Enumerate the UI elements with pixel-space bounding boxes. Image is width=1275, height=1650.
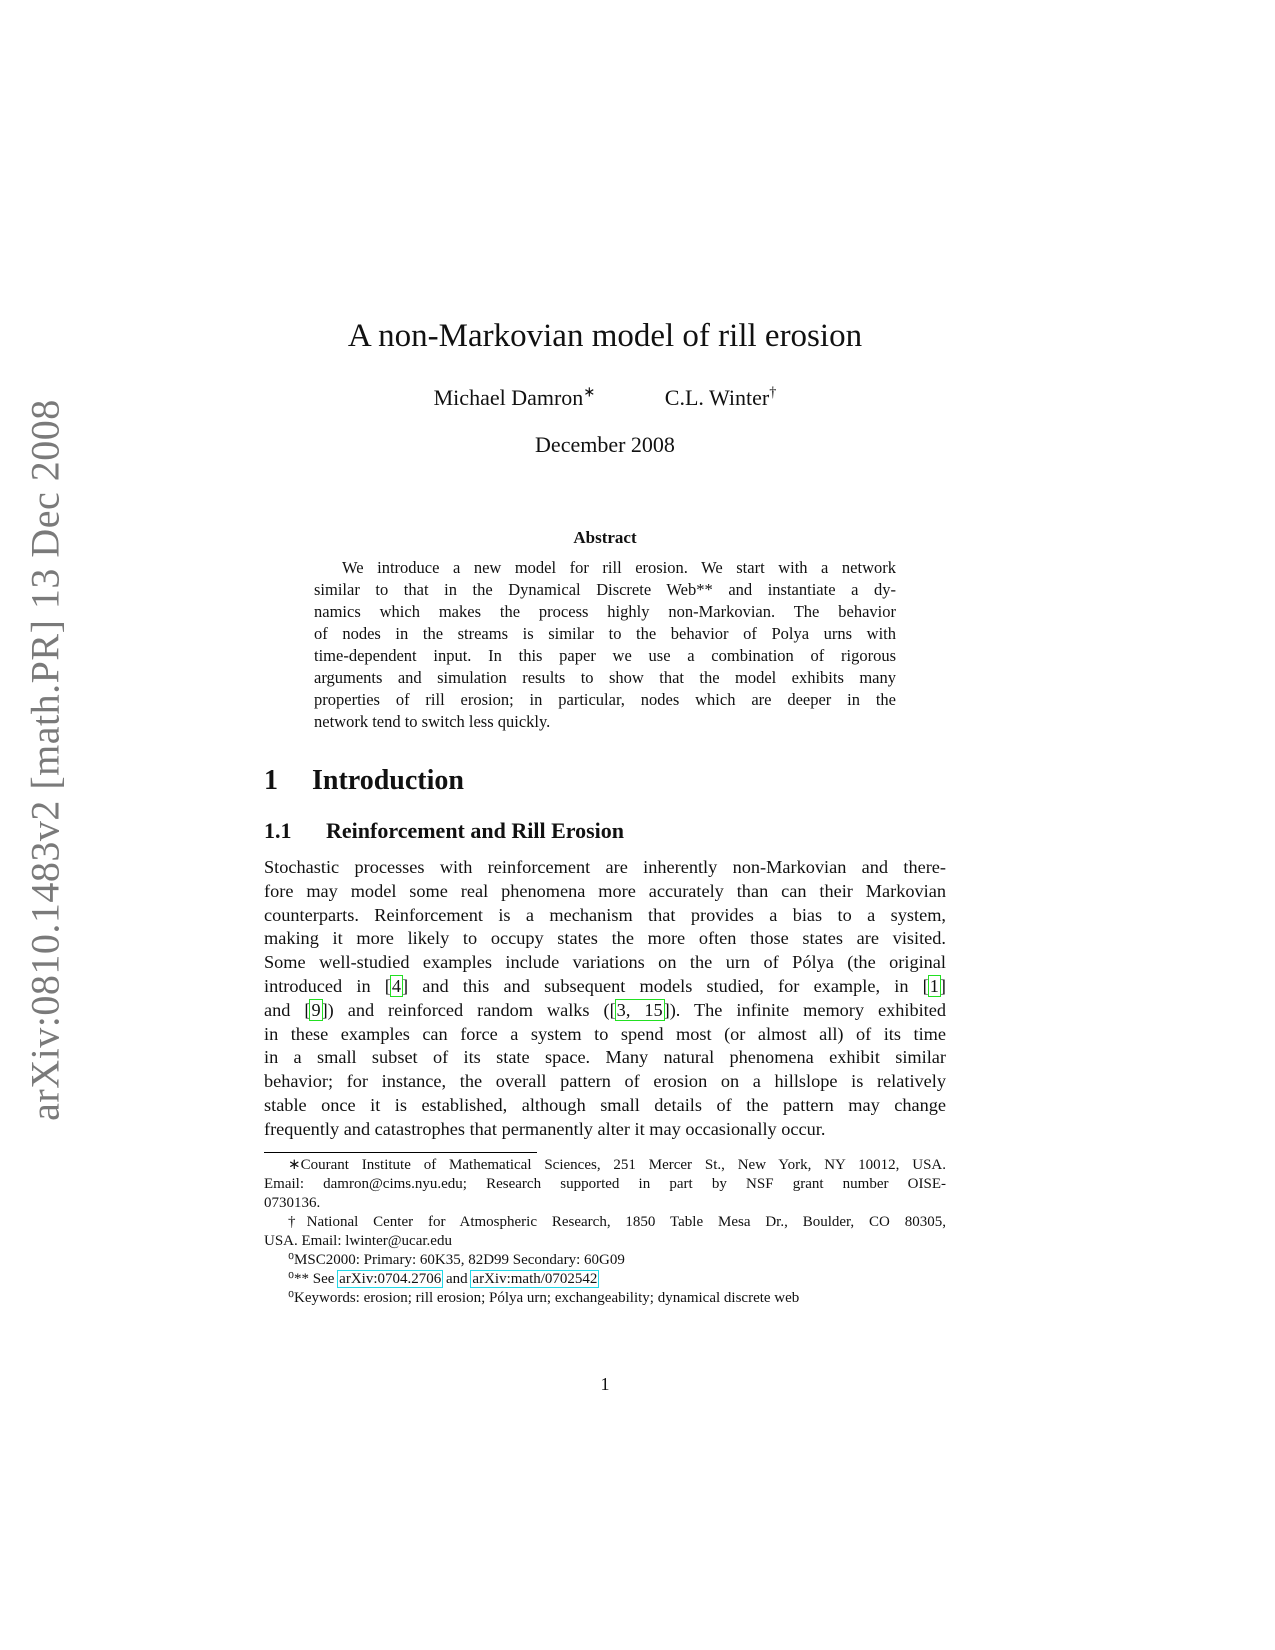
- abstract-line: of nodes in the streams is similar to the behavior of Polya urns with: [314, 624, 896, 643]
- footnote-mark: ∗: [583, 385, 596, 401]
- subsection-number: 1.1: [264, 818, 292, 843]
- text-segment: Some well-studied examples include variations on the urn of Pólya (the original: [264, 952, 946, 973]
- text-line: [264, 1070, 946, 1094]
- abstract-body: [314, 557, 896, 733]
- text-segment: behavior; for instance, the overall pattern of erosion on a hillslope is relatively: [264, 1071, 946, 1092]
- abstract-line: time-dependent input. In this paper we use a combination of rigorous: [314, 646, 896, 665]
- section-title: Introduction: [312, 765, 464, 796]
- author-name: C.L. Winter: [664, 385, 770, 411]
- arxiv-link[interactable]: arXiv:0704.2706: [339, 1271, 442, 1287]
- footnotes: [264, 1156, 946, 1308]
- citation-link[interactable]: 9: [311, 999, 321, 1020]
- text-segment: introduced in: [264, 975, 385, 996]
- text-segment: and this and subsequent models studied, for example, in: [408, 975, 923, 996]
- text-line: [264, 856, 946, 880]
- text-line: [264, 904, 946, 928]
- footnote-line: ⁰Keywords: erosion; rill erosion; Pólya urn; exchangeability; dynamical discrete web: [288, 1290, 800, 1306]
- text-segment: ). The infinite memory exhibited: [669, 999, 947, 1020]
- abstract-line: network tend to switch less quickly.: [314, 712, 551, 731]
- text-segment: fore may model some real phenomena more accurately than can their Markovian: [264, 880, 946, 901]
- section-heading: [264, 765, 464, 797]
- text-line: [264, 927, 946, 951]
- text-segment: and: [264, 999, 305, 1020]
- text-segment: ⁰** See: [288, 1271, 339, 1287]
- text-segment: stable once it is established, although small details of the pattern may change: [264, 1094, 946, 1115]
- arxiv-identifier: arXiv:0810.1483v2 [math.PR] 13 Dec 2008: [22, 399, 68, 1121]
- text-line: [264, 1118, 946, 1142]
- authors: [0, 385, 1210, 411]
- abstract-line: properties of rill erosion; in particular, nodes which are deeper in the: [314, 690, 896, 709]
- text-segment: in these examples can force a system to spend most (or almost all) of its time: [264, 1023, 946, 1044]
- text-line: [264, 1046, 946, 1070]
- text-line: [264, 1023, 946, 1047]
- abstract-line: similar to that in the Dynamical Discrete Web** and instantiate a dy-: [314, 580, 896, 599]
- footnote-mark: †: [769, 385, 777, 401]
- abstract-line: arguments and simulation results to show that the model exhibits many: [314, 668, 896, 687]
- text-segment: frequently and catastrophes that permanently alter it may occasionally occur.: [264, 1118, 826, 1139]
- arxiv-link[interactable]: arXiv:math/0702542: [472, 1271, 598, 1287]
- citation-link[interactable]: 3, 15: [616, 999, 663, 1020]
- page-number: 1: [600, 1374, 610, 1394]
- subsection-title: Reinforcement and Rill Erosion: [326, 818, 625, 843]
- abstract-line: We introduce a new model for rill erosion. We start with a network: [342, 558, 896, 577]
- footnote-rule: [264, 1152, 537, 1153]
- text-segment: in a small subset of its state space. Many natural phenomena exhibit similar: [264, 1047, 946, 1068]
- text-line: [264, 1094, 946, 1118]
- footnote-line: †National Center for Atmospheric Research, 1850 Table Mesa Dr., Boulder, CO 80305,: [288, 1214, 946, 1230]
- footnote-line: [264, 1270, 946, 1289]
- text-line: [264, 951, 946, 975]
- author-2: [665, 385, 777, 410]
- text-line: [264, 880, 946, 904]
- author-1: [434, 385, 596, 410]
- intro-paragraph: [264, 856, 946, 1142]
- section-number: 1: [264, 765, 278, 796]
- text-segment: ) and reinforced random walks (: [327, 999, 610, 1020]
- author-name: Michael Damron: [433, 385, 584, 411]
- text-line: introduced in [4] and this and subsequent models studied, for example, in [1]: [264, 975, 946, 996]
- date: December 2008: [535, 432, 675, 457]
- footnote-line: Email: damron@cims.nyu.edu; Research supported in part by NSF grant number OISE-: [264, 1176, 946, 1192]
- text-segment: making it more likely to occupy states the more often those states are visited.: [264, 928, 946, 949]
- text-segment: and: [442, 1271, 472, 1287]
- footnote-line: ⁰MSC2000: Primary: 60K35, 82D99 Secondary: 60G09: [288, 1252, 625, 1268]
- abstract-line: namics which makes the process highly non-Markovian. The behavior: [314, 602, 896, 621]
- paper-title: A non-Markovian model of rill erosion: [347, 318, 863, 354]
- citation-link[interactable]: 1: [929, 975, 939, 996]
- abstract-heading: Abstract: [573, 528, 637, 547]
- footnote-line: USA. Email: lwinter@ucar.edu: [264, 1233, 452, 1249]
- text-segment: Stochastic processes with reinforcement are inherently non-Markovian and there-: [264, 857, 946, 877]
- text-line: and [9]) and reinforced random walks ([3, 15]). The infinite memory exhibited: [264, 999, 947, 1020]
- subsection-heading: [264, 818, 624, 844]
- text-segment: counterparts. Reinforcement is a mechanism that provides a bias to a system,: [264, 904, 946, 925]
- citation-link[interactable]: 4: [391, 975, 402, 996]
- footnote-line: 0730136.: [264, 1195, 321, 1211]
- footnote-line: ∗Courant Institute of Mathematical Sciences, 251 Mercer St., New York, NY 10012, USA.: [288, 1157, 946, 1173]
